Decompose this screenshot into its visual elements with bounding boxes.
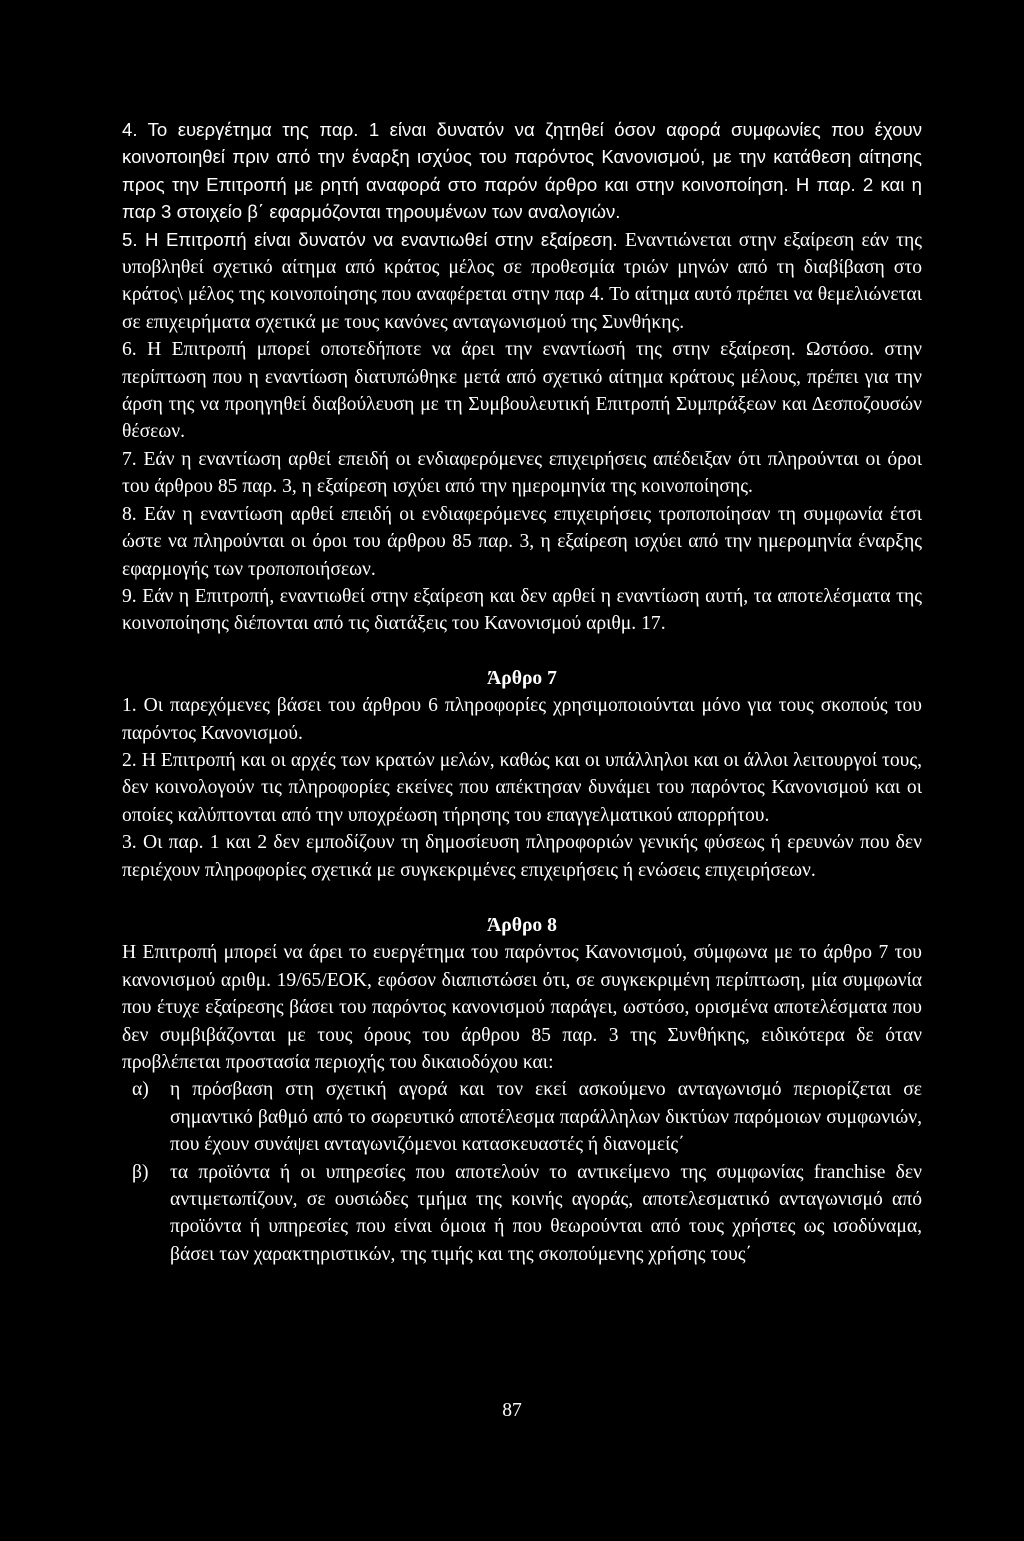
paragraph-4: 4. Το ευεργέτημα της παρ. 1 είναι δυνατόν να ζητηθεί όσον αφορά συμφωνίες που έχουν κοινοποιηθεί πριν από την έναρξη ισχύος του παρόντος Κανονισμού, με την κατάθεση αίτησης προς την Επιτροπή με ρητή αναφορά στο παρόν άρθρο και στην κοινοποίηση. Η παρ. 2 και η παρ 3 στοιχείο β΄ εφαρμόζονται τηρουμένων των αναλογιών.: [122, 119, 922, 223]
list-marker-b: β): [132, 1161, 149, 1183]
paragraph-5: [122, 226, 922, 337]
article-8-heading: Άρθρο 8: [487, 914, 557, 936]
paragraph-5-body: Εναντιώνεται στην εξαίρεση εάν της υποβληθεί σχετικό αίτημα από κράτος μέλος σε προθεσμία τριών μηνών από τη διαβίβαση στο κράτος\ μέλος της κοινοποίησης που αναφέρεται στην παρ 4. Το αίτημα αυτό πρέπει να θεμελιώνεται σε επιχειρήματα σχετικά με τους κανόνες ανταγωνισμού της Συνθήκης.: [122, 229, 922, 333]
list-item-a: [122, 1076, 922, 1158]
paragraph-7: 7. Εάν η εναντίωση αρθεί επειδή οι ενδιαφερόμενες επιχειρήσεις απέδειξαν ότι πληρούνται οι όροι του άρθρου 85 παρ. 3, η εξαίρεση ισχύει από την ημερομηνία της κοινοποίησης.: [122, 448, 922, 498]
list-item-b: [122, 1159, 922, 1269]
list-marker-a: α): [132, 1079, 149, 1101]
article-7-paragraph-1: 1. Οι παρεχόμενες βάσει του άρθρου 6 πληροφορίες χρησιμοποιούνται μόνο για τους σκοπούς του παρόντος Κανονισμού.: [122, 695, 922, 744]
paragraph-6-lead: 6. Η Επιτροπή μπορεί οποτεδήποτε να άρει την εναντίωσή της στην εξαίρεση. Ωστόσο.: [122, 339, 875, 361]
paragraph-8: 8. Εάν η εναντίωση αρθεί επειδή οι ενδιαφερόμενες επιχειρήσεις τροποποίησαν τη συμφωνία έτσι ώστε να πληρούνται οι όροι του άρθρου 85 παρ. 3, η εξαίρεση ισχύει από την ημερομηνία έναρξης εφαρμογής των τροποποιήσεων.: [122, 503, 922, 580]
article-7-paragraph-3: 3. Οι παρ. 1 και 2 δεν εμποδίζουν τη δημοσίευση πληροφοριών γενικής φύσεως ή ερευνών που δεν περιέχουν πληροφορίες σχετικά με συγκεκριμένες επιχειρήσεις ή ενώσεις επιχειρήσεων.: [122, 832, 922, 881]
article-7-paragraph-2: 2. Η Επιτροπή και οι αρχές των κρατών μελών, καθώς και οι υπάλληλοι και οι άλλοι λειτουργοί τους, δεν κοινολογούν τις πληροφορίες εκείνες που απέκτησαν δυνάμει του παρόντος Κανονισμού και οι οποίες καλύπτονται από την υποχρέωση τήρησης του επαγγελματικού απορρήτου.: [122, 749, 922, 826]
page-number: 87: [502, 1400, 522, 1421]
paragraph-6-body: στην περίπτωση που η εναντίωση διατυπώθηκε μετά από σχετικό αίτημα κράτους μέλους, πρέπει για την άρση της να προηγηθεί διαβούλευση με τη Συμβουλευτική Επιτροπή Συμπράξεων και Δεσποζουσών θέσεων.: [122, 339, 922, 443]
paragraph-5-lead: 5. Η Επιτροπή είναι δυνατόν να εναντιωθεί στην εξαίρεση.: [122, 228, 618, 250]
paragraph-6: [122, 336, 922, 446]
paragraph-9: 9. Εάν η Επιτροπή, εναντιωθεί στην εξαίρεση και δεν αρθεί η εναντίωση αυτή, τα αποτελέσματα της κοινοποίησης διέπονται από τις διατάξεις του Κανονισμού αριθμ. 17.: [122, 585, 922, 635]
list-text-a: η πρόσβαση στη σχετική αγορά και τον εκεί ασκούμενο ανταγωνισμό περιορίζεται σε σημαντικό βαθμό από το σωρευτικό αποτέλεσμα παράλληλων δικτύων παρόμοιων συμφωνιών, που έχουν συνάψει ανταγωνιζόμενοι κατασκευαστές ή διανομείς΄: [170, 1079, 922, 1156]
article-7-heading: Άρθρο 7: [487, 667, 557, 689]
list-text-b: τα προϊόντα ή οι υπηρεσίες που αποτελούν το αντικείμενο της συμφωνίας franchise δεν αντιμετωπίζουν, σε ουσιώδες τμήμα της κοινής αγοράς, αποτελεσματικό ανταγωνισμό από προϊόντα ή υπηρεσίες που είναι όμοια ή που θεωρούνται από τους χρήστες ως ισοδύναμα, βάσει των χαρακτηριστικών, της τιμής και της σκοπούμενης χρήσης τους΄: [170, 1161, 922, 1265]
article-8-intro: Η Επιτροπή μπορεί να άρει το ευεργέτημα του παρόντος Κανονισμού, σύμφωνα με το άρθρο 7 του κανονισμού αριθμ. 19/65/ΕΟΚ, εφόσον διαπιστώσει ότι, σε συγκεκριμένη περίπτωση, μία συμφωνία που έτυχε εξαίρεσης βάσει του παρόντος κανονισμού παράγει, ωστόσο, ορισμένα αποτελέσματα που δεν συμβιβάζονται με τους όρους του άρθρου 85 παρ. 3 της Συνθήκης, ειδικότερα δε όταν προβλέπεται προστασία περιοχής του δικαιοδόχου και:: [122, 942, 922, 1073]
document-page: [122, 116, 922, 1268]
